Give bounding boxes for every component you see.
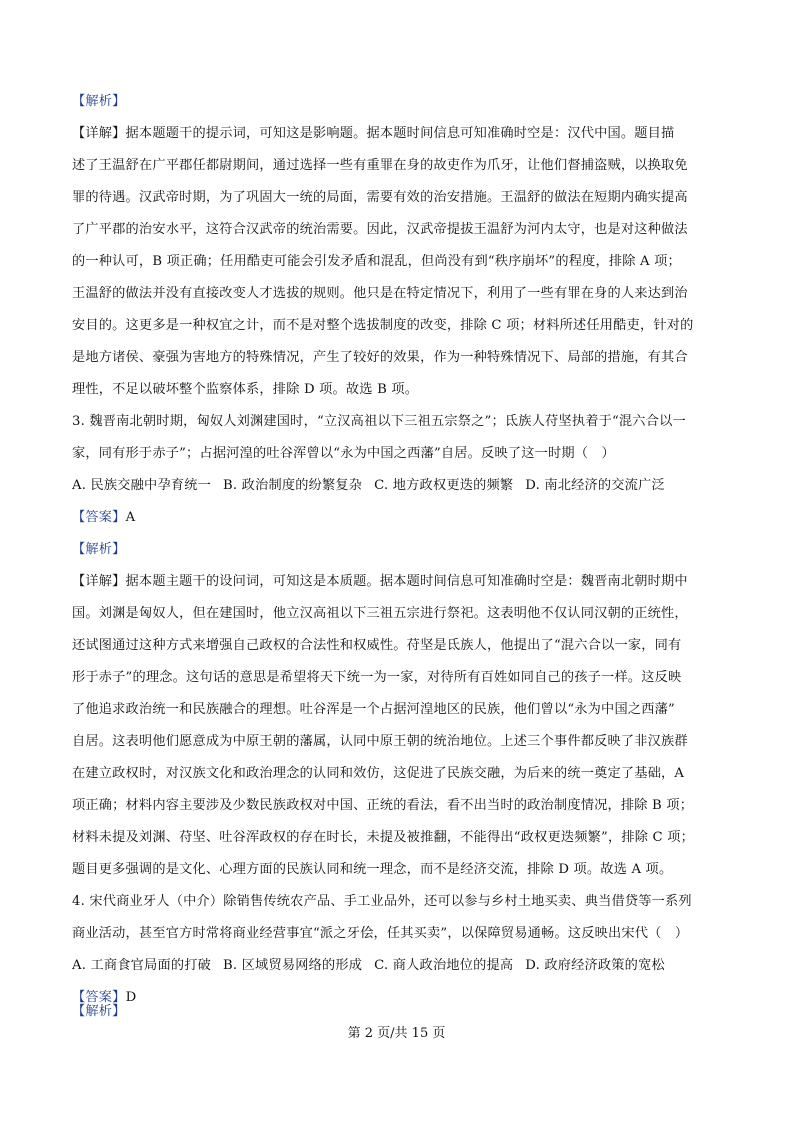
option-d: D. 南北经济的交流广泛: [525, 478, 665, 493]
option-a: A. 民族交融中孕育统一: [72, 478, 211, 493]
question-3-stem: 3. 魏晋南北朝时期，匈奴人刘渊建国时，“立汉高祖以下三祖五宗祭之”；氐族人苻坚执着于“混六合以一: [72, 414, 686, 429]
answer-row: [72, 502, 722, 534]
analysis-tag: 【解析】: [72, 94, 126, 109]
option-b: B. 政治制度的纷繁复杂: [223, 478, 363, 493]
explanation-line: 形于赤子”的理念。这句话的意思是希望将天下统一为一家，对待所有百姓如同自己的孩子一样。这反映: [72, 670, 682, 685]
answer-tag: 【答案】: [72, 510, 126, 525]
explanation-line: 罪的待遇。汉武帝时期，为了巩固大一统的局面，需要有效的治安措施。王温舒的做法在短期内确实提高: [72, 190, 688, 205]
explanation-line: 在建立政权时，对汉族文化和政治理念的认同和效仿，这促进了民族交融，为后来的统一奠定了基础，A: [72, 766, 685, 781]
option-c: C. 地方政权更迭的频繁: [374, 478, 514, 493]
answer-tag: 【答案】: [72, 990, 126, 1005]
option-a: A. 工商食官局面的打破: [72, 958, 211, 973]
explanation-line: 【详解】据本题题干的提示词，可知这是影响题。据本题时间信息可知准确时空是：汉代中国。题目描: [72, 126, 675, 141]
explanation-line: 理性，不足以破坏整个监察体系，排除 D 项。故选 B 项。: [72, 382, 419, 397]
question-3-stem: 家，同有形于赤子”；占据河湟的吐谷浑曾以“永为中国之西藩”自居。反映了这一时期（ ）: [72, 446, 615, 461]
question-4-stem: 4. 宋代商业牙人（中介）除销售传统农产品、手工业品外，还可以参与乡村土地买卖、典当借贷等一系列: [72, 894, 692, 909]
question-4-options: [72, 950, 722, 982]
explanation-line: 了广平郡的治安水平，这符合汉武帝的统治需要。因此，汉武帝提拔王温舒为河内太守，也是对这种做法: [72, 222, 688, 237]
question-3-options: [72, 470, 722, 502]
explanation-line: 国。刘渊是匈奴人，但在建国时，他立汉高祖以下三祖五宗进行祭祀。这表明他不仅认同汉朝的正统性，: [72, 606, 688, 621]
page-footer: 第 2 页/共 15 页: [347, 1026, 446, 1041]
explanation-line: 是地方诸侯、豪强为害地方的特殊情况，产生了较好的效果，作为一种特殊情况下、局部的措施，有其合: [72, 350, 688, 365]
explanation-line: 【详解】据本题主题干的设问词，可知这是本质题。据本题时间信息可知准确时空是：魏晋南北朝时期中: [72, 574, 688, 589]
explanation-line: 题目更多强调的是文化、心理方面的民族认同和统一理念，而不是经济交流，排除 D 项。故选 A 项。: [72, 862, 673, 877]
explanation-line: 述了王温舒在广平郡任都尉期间，通过选择一些有重罪在身的故吏作为爪牙，让他们督捕盗贼，以换取免: [72, 158, 688, 173]
explanation-line: 还试图通过这种方式来增强自己政权的合法性和权威性。苻坚是氐族人，他提出了“混六合以一家，同有: [72, 638, 682, 653]
answer-value: A: [125, 510, 136, 525]
explanation-line: 材料未提及刘渊、苻坚、吐谷浑政权的存在时长，未提及被推翻，不能得出“政权更迭频繁”，排除 C 项；: [72, 830, 695, 845]
question-4-stem: 商业活动，甚至官方时常将商业经营事宜“派之牙侩，任其买卖”，以保障贸易通畅。这反映出宋代（ ）: [72, 926, 689, 941]
option-b: B. 区域贸易网络的形成: [223, 958, 363, 973]
option-c: C. 商人政治地位的提高: [374, 958, 514, 973]
analysis-tag: 【解析】: [72, 542, 126, 557]
explanation-line: 项正确；材料内容主要涉及少数民族政权对中国、正统的看法，看不出当时的政治制度情况，排除 B 项；: [72, 798, 694, 813]
explanation-line: 王温舒的做法并没有直接改变人才选拔的规则。他只是在特定情况下，利用了一些有罪在身的人来达到治: [72, 286, 688, 301]
explanation-line: 安目的。这更多是一种权宜之计，而不是对整个选拔制度的改变，排除 C 项；材料所述任用酷吏，针对的: [72, 318, 694, 333]
option-d: D. 政府经济政策的宽松: [525, 958, 665, 973]
answer-value: D: [125, 990, 137, 1005]
explanation-line: 了他追求政治统一和民族融合的理想。吐谷浑是一个占据河湟地区的民族，他们曾以“永为中国之西藩”: [72, 702, 675, 717]
explanation-line: 自居。这表明他们愿意成为中原王朝的藩属，认同中原王朝的统治地位。上述三个事件都反映了非汉族群: [72, 734, 688, 749]
analysis-tag: 【解析】: [72, 1004, 126, 1019]
explanation-line: 的一种认可，B 项正确；任用酷吏可能会引发矛盾和混乱，但尚没有到“秩序崩坏”的程度，排除 A 项；: [72, 254, 681, 269]
